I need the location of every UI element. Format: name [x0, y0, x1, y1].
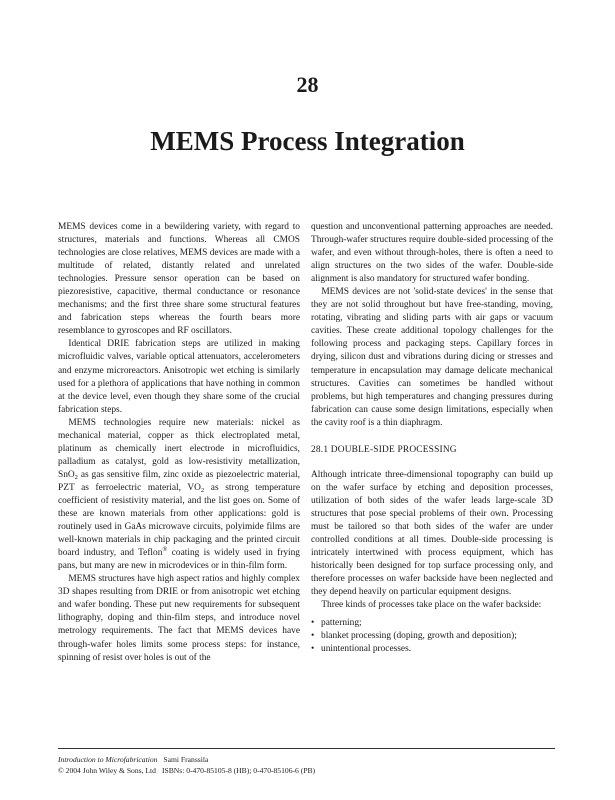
registered-mark: ® [162, 546, 168, 554]
footer [58, 754, 555, 776]
list-item-text: unintentional processes. [321, 644, 412, 655]
bullet-icon: • [311, 631, 315, 642]
book-title: Introduction to Microfabrication [58, 755, 158, 764]
paragraph: Identical DRIE fabrication steps are utilized in making microfluidic valves, variable optical attenuators, accelerometers and enzyme microreactors. Anisotropic wet etching is similarly used for a plethora of applications that have nothing in common at the device level, even though they share some of the crucial fabrication steps. [58, 339, 300, 415]
chapter-title: MEMS Process Integration [150, 126, 465, 156]
paragraph: MEMS devices come in a bewildering variety, with regard to structures, materials and functions. Whereas all CMOS technologies are close relatives, MEMS devices are made with a multitude of related, distantly related and unrelated technologies. Pressure sensor operation can be based on piezoresistive, capacitive, thermal conductance or resonance mechanisms; and the first three share some structural features and fabrication steps whereas the fourth bears more resemblance to gyroscopes and RF oscillators. [58, 222, 300, 337]
text-run: MEMS technologies require new materials: nickel as mechanical material, copper as thick electroplated metal, platinum as chemically inert electrode in microfluidics, palladium as catalyst, gold as low-resistivity metallization, SnO [58, 417, 300, 480]
footer-line-1 [58, 754, 555, 765]
bullet-icon: • [311, 644, 315, 655]
bullet-list [311, 617, 553, 656]
copyright: © 2004 John Wiley & Sons, Ltd [58, 766, 156, 775]
section-heading: 28.1 DOUBLE-SIDE PROCESSING [311, 444, 457, 455]
subscript: 2 [200, 486, 205, 494]
paragraph: Although intricate three-dimensional topography can build up on the wafer surface by etching and deposition processes, utilization of both sides of the wafer leads large-scale 3D structures that pose special problems of their own. Processing must be tailored so that both sides of the wafer are under controlled conditions at all times. Double-side processing is intricately intertwined with process equipment, which has historically been designed for top surface processing only, and therefore processes on wafer backside have been neglected and they depend heavily on particular equipment designs. [311, 469, 553, 598]
list-item-text: blanket processing (doping, growth and deposition); [321, 631, 517, 642]
paragraph: MEMS devices are not 'solid-state devices' in the sense that they are not solid throughout but have free-standing, moving, rotating, vibrating and sliding parts with air gaps or vacuum cavities. These create additional topology challenges for the following process and packaging steps. Capillary forces in drying, silicon dust and vibrations during dicing or stresses and temperature in encapsulation may damage delicate mechanical structures. Cavities can sometimes be handled without problems, but high temperatures and changing pressures during fabrication can cause some design limitations, especially when the cavity roof is a thin diaphragm. [311, 287, 553, 428]
left-column [58, 221, 300, 665]
footer-line-2 [58, 765, 555, 776]
footer-divider [58, 748, 555, 749]
paragraph: MEMS structures have high aspect ratios and highly complex 3D shapes resulting from DRIE or from anisotropic wet etching and wafer bonding. These put new requirements for subsequent lithography, doping and thin-film steps, and introduce novel metrology requirements. The fact that MEMS devices have through-wafer holes limits some process steps: for instance, spinning of resist over holes is out of the [58, 574, 300, 663]
list-item-text: patterning; [321, 618, 362, 629]
text-run: coating is widely used in frying pans, but many are new in microdevices or in thin-film form. [58, 548, 300, 572]
list-item [311, 630, 553, 643]
isbn: ISBNs: 0-470-85105-8 (HB); 0-470-85106-6 (PB) [161, 766, 316, 775]
bullet-icon: • [311, 618, 315, 629]
subscript: 2 [74, 473, 78, 481]
paragraph: question and unconventional patterning approaches are needed. Through-wafer structures require double-sided processing of the wafer, and even without through-holes, there is often a need to align structures on the two sides of the wafer. Double-side alignment is also mandatory for structured wafer bonding. [311, 222, 553, 285]
list-item [311, 617, 553, 630]
text-run: as strong temperature coefficient of resistivity material, and the list goes on. Some of these are known materials from other applications: gold is routinely used in GaAs microwave circuits, polyimide films are well-known materials in chip packaging and the printed circuit board industry, and Teflon [58, 482, 300, 559]
chapter-number: 28 [296, 72, 319, 97]
author: Sami Franssila [163, 755, 209, 764]
right-column [311, 221, 553, 656]
paragraph [58, 417, 300, 574]
paragraph: Three kinds of processes take place on the wafer backside: [321, 600, 542, 611]
text-run: as gas sensitive film, zinc oxide as piezoelectric material, PZT as ferroelectric material, VO [58, 469, 300, 493]
list-item [311, 643, 553, 656]
